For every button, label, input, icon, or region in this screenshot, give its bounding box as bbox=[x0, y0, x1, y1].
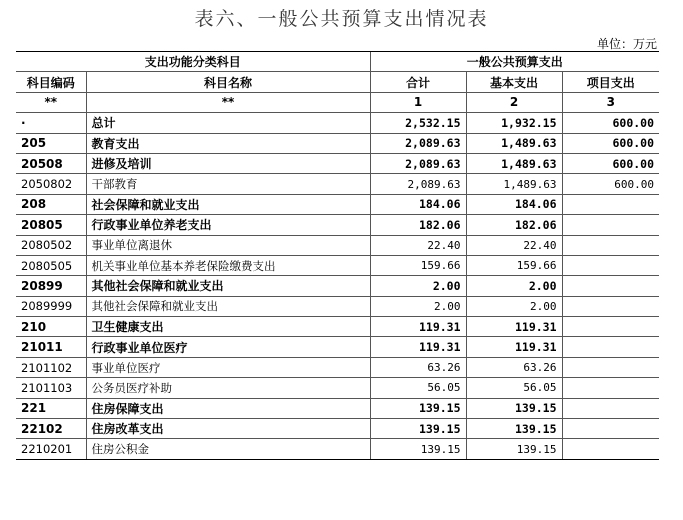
cell-basic: 119.31 bbox=[466, 337, 562, 357]
cell-project bbox=[562, 255, 659, 275]
cell-project bbox=[562, 235, 659, 255]
table-row bbox=[16, 235, 659, 255]
cell-code: 205 bbox=[16, 133, 86, 153]
budget-table bbox=[16, 51, 659, 460]
header-group-row bbox=[16, 52, 659, 72]
cell-project bbox=[562, 378, 659, 398]
cell-project bbox=[562, 215, 659, 235]
cell-name: 干部教育 bbox=[86, 174, 370, 194]
cell-basic: 184.06 bbox=[466, 194, 562, 214]
cell-name: 进修及培训 bbox=[86, 153, 370, 173]
cell-project bbox=[562, 276, 659, 296]
cell-basic: 1,932.15 bbox=[466, 113, 562, 133]
table-row bbox=[16, 419, 659, 439]
header-code-mark: ** bbox=[16, 92, 86, 112]
cell-total: 139.15 bbox=[370, 439, 466, 459]
cell-basic: 1,489.63 bbox=[466, 133, 562, 153]
table-row bbox=[16, 255, 659, 275]
cell-code: 21011 bbox=[16, 337, 86, 357]
cell-total: 2,089.63 bbox=[370, 133, 466, 153]
table-row bbox=[16, 215, 659, 235]
cell-project bbox=[562, 337, 659, 357]
cell-name: 事业单位医疗 bbox=[86, 357, 370, 377]
cell-name: 其他社会保障和就业支出 bbox=[86, 296, 370, 316]
header-name-mark: ** bbox=[86, 92, 370, 112]
cell-project bbox=[562, 419, 659, 439]
cell-name: 公务员医疗补助 bbox=[86, 378, 370, 398]
cell-total: 182.06 bbox=[370, 215, 466, 235]
cell-code: 20508 bbox=[16, 153, 86, 173]
cell-name: 住房改革支出 bbox=[86, 419, 370, 439]
header-index-1: 1 bbox=[370, 92, 466, 112]
cell-name: 社会保障和就业支出 bbox=[86, 194, 370, 214]
table-row bbox=[16, 357, 659, 377]
table-row bbox=[16, 113, 659, 133]
cell-project: 600.00 bbox=[562, 174, 659, 194]
cell-code: 20805 bbox=[16, 215, 86, 235]
unit-label: 单位：万元 bbox=[596, 37, 657, 51]
cell-total: 119.31 bbox=[370, 317, 466, 337]
cell-basic: 1,489.63 bbox=[466, 153, 562, 173]
cell-project bbox=[562, 296, 659, 316]
cell-basic: 139.15 bbox=[466, 398, 562, 418]
header-functional-category: 支出功能分类科目 bbox=[16, 52, 370, 72]
cell-name: 行政事业单位养老支出 bbox=[86, 215, 370, 235]
header-general-budget: 一般公共预算支出 bbox=[370, 52, 659, 72]
header-total: 合计 bbox=[370, 72, 466, 92]
cell-code: 2080502 bbox=[16, 235, 86, 255]
cell-basic: 139.15 bbox=[466, 439, 562, 459]
cell-name: 事业单位离退休 bbox=[86, 235, 370, 255]
table-row bbox=[16, 296, 659, 316]
cell-name: 教育支出 bbox=[86, 133, 370, 153]
table-row bbox=[16, 439, 659, 459]
cell-project bbox=[562, 317, 659, 337]
cell-name: 总计 bbox=[86, 113, 370, 133]
cell-code: 2101103 bbox=[16, 378, 86, 398]
cell-total: 22.40 bbox=[370, 235, 466, 255]
header-column-row bbox=[16, 72, 659, 92]
cell-total: 2.00 bbox=[370, 296, 466, 316]
cell-code: 2210201 bbox=[16, 439, 86, 459]
cell-code: 221 bbox=[16, 398, 86, 418]
cell-total: 184.06 bbox=[370, 194, 466, 214]
table-row bbox=[16, 276, 659, 296]
header-index-3: 3 bbox=[562, 92, 659, 112]
cell-name: 行政事业单位医疗 bbox=[86, 337, 370, 357]
cell-total: 159.66 bbox=[370, 255, 466, 275]
header-project: 项目支出 bbox=[562, 72, 659, 92]
table-row bbox=[16, 337, 659, 357]
cell-project bbox=[562, 439, 659, 459]
cell-total: 2,089.63 bbox=[370, 174, 466, 194]
cell-basic: 2.00 bbox=[466, 296, 562, 316]
cell-total: 139.15 bbox=[370, 398, 466, 418]
cell-total: 56.05 bbox=[370, 378, 466, 398]
cell-project bbox=[562, 194, 659, 214]
cell-total: 2,089.63 bbox=[370, 153, 466, 173]
table-row bbox=[16, 133, 659, 153]
cell-basic: 56.05 bbox=[466, 378, 562, 398]
cell-project bbox=[562, 398, 659, 418]
cell-code: 22102 bbox=[16, 419, 86, 439]
cell-code: 2089999 bbox=[16, 296, 86, 316]
cell-basic: 159.66 bbox=[466, 255, 562, 275]
cell-basic: 119.31 bbox=[466, 317, 562, 337]
header-index-2: 2 bbox=[466, 92, 562, 112]
header-name: 科目名称 bbox=[86, 72, 370, 92]
table-row bbox=[16, 317, 659, 337]
cell-total: 139.15 bbox=[370, 419, 466, 439]
cell-basic: 1,489.63 bbox=[466, 174, 562, 194]
cell-name: 卫生健康支出 bbox=[86, 317, 370, 337]
table-row bbox=[16, 398, 659, 418]
cell-project: 600.00 bbox=[562, 133, 659, 153]
cell-code: 2101102 bbox=[16, 357, 86, 377]
cell-name: 住房公积金 bbox=[86, 439, 370, 459]
cell-name: 住房保障支出 bbox=[86, 398, 370, 418]
cell-basic: 182.06 bbox=[466, 215, 562, 235]
cell-total: 63.26 bbox=[370, 357, 466, 377]
cell-total: 2.00 bbox=[370, 276, 466, 296]
cell-basic: 22.40 bbox=[466, 235, 562, 255]
cell-code: 20899 bbox=[16, 276, 86, 296]
cell-name: 其他社会保障和就业支出 bbox=[86, 276, 370, 296]
cell-project bbox=[562, 357, 659, 377]
table-row bbox=[16, 194, 659, 214]
cell-code: 2050802 bbox=[16, 174, 86, 194]
header-index-row bbox=[16, 92, 659, 112]
cell-basic: 2.00 bbox=[466, 276, 562, 296]
cell-project: 600.00 bbox=[562, 153, 659, 173]
cell-code: 2080505 bbox=[16, 255, 86, 275]
cell-project: 600.00 bbox=[562, 113, 659, 133]
cell-basic: 139.15 bbox=[466, 419, 562, 439]
header-code: 科目编码 bbox=[16, 72, 86, 92]
table-row bbox=[16, 378, 659, 398]
cell-total: 2,532.15 bbox=[370, 113, 466, 133]
cell-name: 机关事业单位基本养老保险缴费支出 bbox=[86, 255, 370, 275]
cell-code: 210 bbox=[16, 317, 86, 337]
cell-basic: 63.26 bbox=[466, 357, 562, 377]
table-row bbox=[16, 153, 659, 173]
cell-code: · bbox=[16, 113, 86, 133]
cell-total: 119.31 bbox=[370, 337, 466, 357]
table-row bbox=[16, 174, 659, 194]
table-title: 表六、一般公共预算支出情况表 bbox=[194, 8, 489, 30]
header-basic: 基本支出 bbox=[466, 72, 562, 92]
cell-code: 208 bbox=[16, 194, 86, 214]
